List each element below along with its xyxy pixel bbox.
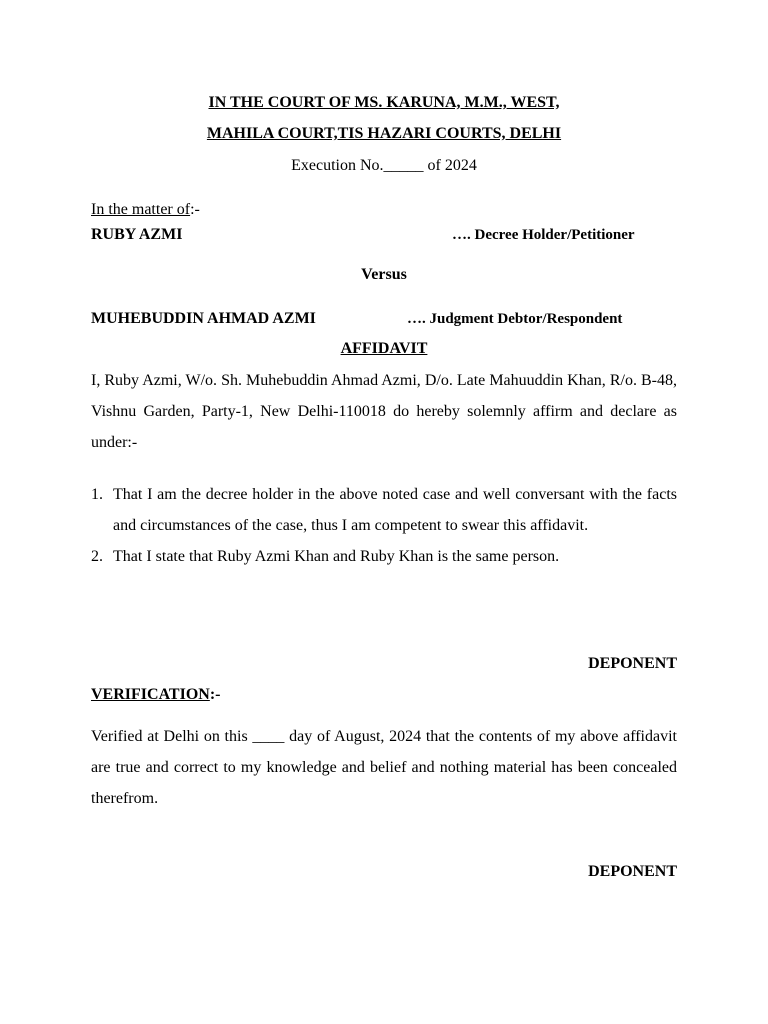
- verification-heading: [91, 686, 220, 704]
- list-item: [91, 479, 677, 541]
- petitioner-role: …. Decree Holder/Petitioner: [452, 227, 635, 243]
- court-title-line-1: IN THE COURT OF MS. KARUNA, M.M., WEST,: [208, 94, 560, 111]
- in-the-matter-of: [91, 201, 200, 219]
- list-item-text: That I am the decree holder in the above noted case and well conversant with the facts and circumstances of the case, thus I am competent to swear this affidavit.: [113, 486, 677, 534]
- affidavit-heading: AFFIDAVIT: [340, 340, 428, 357]
- versus-label: Versus: [361, 266, 407, 283]
- verification-text: Verified at Delhi on this ____ day of August, 2024 that the contents of my above affidavit are true and correct to my knowledge and belief and nothing material has been concealed therefrom.: [91, 728, 677, 807]
- in-the-matter-of-suffix: :-: [190, 201, 200, 218]
- list-item-text: That I state that Ruby Azmi Khan and Ruby Khan is the same person.: [113, 548, 560, 565]
- verification-heading-label: VERIFICATION: [91, 686, 210, 703]
- in-the-matter-of-label: In the matter of: [91, 201, 191, 218]
- deponent-label-2: DEPONENT: [588, 863, 677, 880]
- list-item-number: 2.: [91, 548, 103, 565]
- list-item-number: 1.: [91, 486, 103, 503]
- respondent-role: …. Judgment Debtor/Respondent: [407, 311, 623, 327]
- execution-number: Execution No._____ of 2024: [291, 157, 477, 174]
- affidavit-intro: I, Ruby Azmi, W/o. Sh. Muhebuddin Ahmad Azmi, D/o. Late Mahuuddin Khan, R/o. B-48, Vishnu Garden, Party-1, New Delhi-110018 do hereby solemnly affirm and declare as under:-: [91, 372, 677, 451]
- petitioner-name: RUBY AZMI: [91, 226, 183, 243]
- respondent-name: MUHEBUDDIN AHMAD AZMI: [91, 310, 316, 327]
- list-item: [91, 541, 677, 572]
- court-title-line-2: MAHILA COURT,TIS HAZARI COURTS, DELHI: [206, 125, 562, 142]
- deponent-label-1: DEPONENT: [588, 655, 677, 672]
- affidavit-points: [91, 479, 677, 572]
- verification-heading-suffix: :-: [209, 686, 221, 703]
